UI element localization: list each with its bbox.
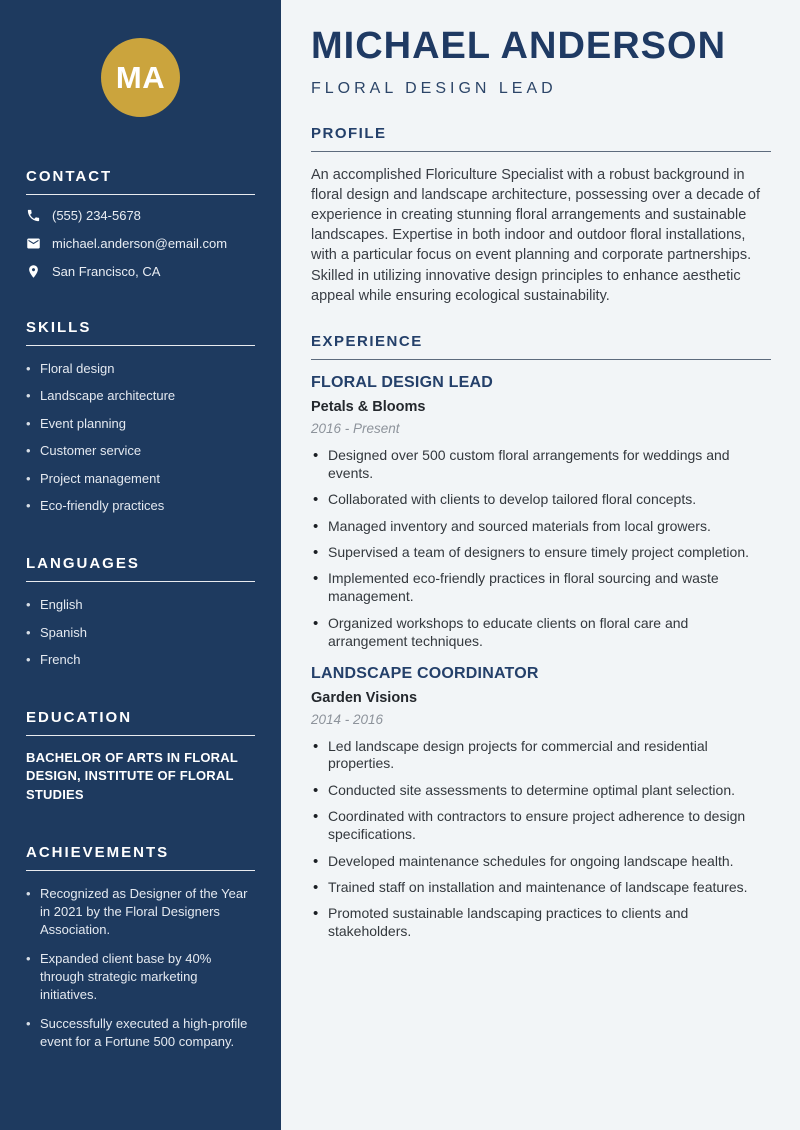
experience-heading: EXPERIENCE [311,333,771,360]
job-bullet: • Implemented eco-friendly practices in floral sourcing and waste management. [311,570,771,606]
education-heading: EDUCATION [26,709,255,736]
skills-section [26,319,255,515]
skills-heading: SKILLS [26,319,255,346]
achievements-list [26,885,255,1051]
email-icon [26,236,41,251]
person-title: FLORAL DESIGN LEAD [311,79,557,97]
job-company: Petals & Blooms [311,398,426,415]
job-dates: 2014 - 2016 [311,711,384,727]
contact-row-phone [26,208,255,223]
language-item: • English [26,596,255,614]
job-bullet: • Organized workshops to educate clients on floral care and arrangement techniques. [311,615,771,651]
phone-icon [26,208,41,223]
skill-item: • Project management [26,470,255,488]
skill-item: • Customer service [26,442,255,460]
job-bullet: • Developed maintenance schedules for ongoing landscape health. [311,853,771,871]
job-bullet: • Promoted sustainable landscaping practices to clients and stakeholders. [311,905,771,941]
job-entry-1 [311,374,771,651]
sidebar [0,0,281,1130]
job-bullet: • Supervised a team of designers to ensure timely project completion. [311,544,771,562]
language-item: • French [26,651,255,669]
person-name: MICHAEL ANDERSON [311,25,727,67]
job-bullet: • Conducted site assessments to determine optimal plant selection. [311,782,771,800]
location-text: San Francisco, CA [52,264,161,279]
profile-heading: PROFILE [311,125,771,152]
job-bullet: • Led landscape design projects for commercial and residential properties. [311,738,771,774]
contact-row-email [26,236,255,251]
job-bullet-list [311,738,771,942]
achievements-section [26,844,255,1051]
job-title: FLORAL DESIGN LEAD [311,373,493,391]
profile-text: An accomplished Floriculture Specialist with a robust background in floral design and landscape architecture, possessing over a decade of experience in creating stunning floral arrangements and sustainable landscapes. Expertise in both indoor and outdoor floral installations, with a particular focus on event planning and corporate partnerships. Skilled in utilizing innovative design principles to enhance aesthetic appeal while ensuring ecological sustainability. [311,166,760,304]
languages-section [26,555,255,669]
phone-text: (555) 234-5678 [52,208,141,223]
skill-item: • Eco-friendly practices [26,497,255,515]
achievement-item: • Successfully executed a high-profile event for a Fortune 500 company. [26,1015,255,1051]
skills-list [26,360,255,515]
job-bullet: • Collaborated with clients to develop tailored floral concepts. [311,491,771,509]
email-text: michael.anderson@email.com [52,236,228,251]
languages-heading: LANGUAGES [26,555,255,582]
job-bullet: • Designed over 500 custom floral arrangements for weddings and events. [311,447,771,483]
achievements-heading: ACHIEVEMENTS [26,844,255,871]
contact-row-location [26,264,255,279]
job-entry-2 [311,665,771,942]
contact-list [26,208,255,279]
job-bullet: • Coordinated with contractors to ensure project adherence to design specifications. [311,808,771,844]
skill-item: • Landscape architecture [26,387,255,405]
location-icon [26,264,41,279]
job-dates: 2016 - Present [311,420,400,436]
education-degree: BACHELOR OF ARTS IN FLORAL DESIGN, INSTITUTE OF FLORAL STUDIES [26,749,238,802]
avatar [101,38,180,117]
languages-list [26,596,255,669]
achievement-item: • Expanded client base by 40% through strategic marketing initiatives. [26,950,255,1004]
skill-item: • Event planning [26,415,255,433]
job-company: Garden Visions [311,689,418,706]
achievement-item: • Recognized as Designer of the Year in 2021 by the Floral Designers Association. [26,885,255,939]
education-section [26,709,255,804]
job-title: LANDSCAPE COORDINATOR [311,664,539,682]
contact-heading: CONTACT [26,168,255,195]
contact-section [26,168,255,279]
main-content [281,0,800,1130]
job-bullet-list [311,447,771,651]
skill-item: • Floral design [26,360,255,378]
job-bullet: • Managed inventory and sourced materials from local growers. [311,518,771,536]
job-bullet: • Trained staff on installation and maintenance of landscape features. [311,879,771,897]
language-item: • Spanish [26,624,255,642]
avatar-initials: MA [115,59,166,95]
